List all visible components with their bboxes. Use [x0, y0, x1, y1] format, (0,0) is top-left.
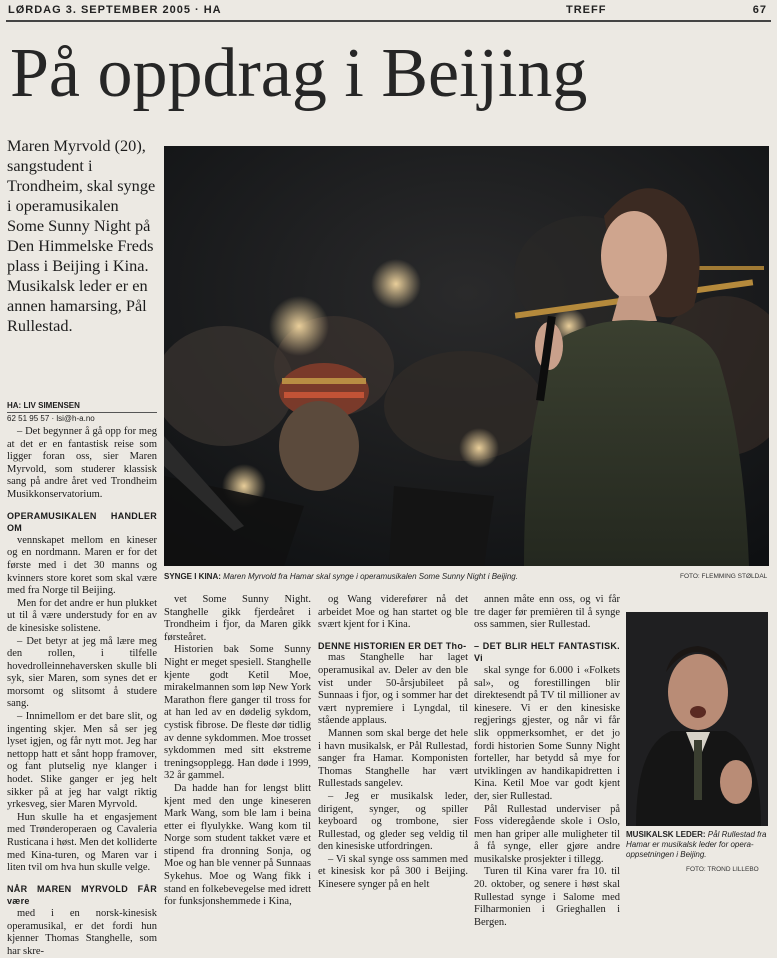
col3-paragraph: Mannen som skal berge det hele i havn musikalsk, er Pål Rullestad, sanger fra Hamar. Komponisten Thomas Stanghelle har vært Rullestads sangelev. — [318, 727, 468, 790]
section-name: TREFF — [566, 4, 607, 16]
col1-paragraph: med i en norsk-kinesisk operamusikal, er det fordi hun kjenner Thomas Stanghelle, som har skre- — [7, 907, 157, 957]
conductor-photo-image — [626, 612, 768, 826]
conductor-caption-line2: Hamar er musikalsk leder for opera- — [626, 840, 754, 849]
col4-paragraph: annen måte enn oss, og vi får tre dager før premièren til å synge oss sammen, sier Rullestad. — [474, 594, 620, 631]
col1-spacer — [7, 502, 157, 510]
col1-paragraph: vennskapet mellom en kineser og en nordmann. Maren er for det første med i det 30 manns og kvinners store koret som skal være med fra Norge til Beijing. — [7, 534, 157, 597]
col1-paragraph: – Det begynner å gå opp for meg at det er en fantastisk reise som ligger foran oss, sier Maren Myrvold, som studerer klassisk sang på andre året ved Trondheim Musikkonservatorium. — [7, 426, 157, 500]
main-photo — [164, 146, 769, 566]
col1-paragraph: OPERAMUSIKALEN HANDLER OM — [7, 510, 157, 534]
col4-paragraph: skal synge for 6.000 i «Folkets sal», og forestillingen blir direktesendt på TV til millioner av kinesere. Vi er den kinesiske regjerings gjester, og når vi får slik oppmerksomhet, er det jo fordi historien Some Sunny Night forteller, har betydd så mye for utviklingen av handikapidretten i Kina. Ketil Moe var godt kjent der, sier Rullestad. — [474, 664, 620, 802]
body-column-4 — [474, 594, 620, 929]
byline-contact: 62 51 95 57 · lsi@h-a.no — [7, 414, 95, 423]
date-line: LØRDAG 3. SEPTEMBER 2005 · HA — [8, 4, 222, 16]
byline-name: HA: LIV SIMENSEN — [7, 400, 157, 413]
col4-paragraph: Turen til Kina varer fra 10. til 20. oktober, og senere i høst skal Rullestad synge i Salome med Filharmonien i Grieghallen i Bergen. — [474, 866, 620, 928]
conductor-caption-line3: oppsetningen i Beijing. — [626, 850, 707, 859]
main-photo-caption-lead: SYNGE I KINA: — [164, 572, 221, 581]
col4-spacer — [474, 632, 620, 640]
col1-paragraph: – Innimellom er det bare slit, og ingenting skjer. Men så ser jeg lyset igjen, og får nytt mot. Jeg har nettopp hatt et sånt hopp framover, og fant plutselig nye klanger i hodet. Slike ganger er jeg helt sikker på at jeg har valgt riktig yrkesveg, sier Maren Myrvold. — [7, 711, 157, 811]
col1-paragraph: Men for det andre er hun plukket ut til å være understudy for en av de kinesiske solistene. — [7, 597, 157, 634]
body-column-2 — [164, 594, 311, 909]
col2-paragraph: vet Some Sunny Night. Stanghelle gikk fjerdeåret i Trondheim i fjor, da Maren gikk førsteåret. — [164, 594, 311, 643]
col3-paragraph: og Wang viderefører nå det arbeidet Moe og han startet og ble svært kjent for i Kina. — [318, 594, 468, 631]
conductor-photo-credit: FOTO: TROND LILLEBO — [686, 866, 759, 873]
conductor-photo-caption — [626, 830, 767, 860]
col4-paragraph: – DET BLIR HELT FANTASTISK. Vi — [474, 640, 620, 664]
body-column-1 — [7, 426, 157, 958]
page-header — [6, 2, 771, 18]
col1-paragraph: NÅR MAREN MYRVOLD FÅR være — [7, 883, 157, 907]
byline — [7, 400, 157, 424]
col2-paragraph: Da hadde han for lengst blitt kjent med den unge kineseren Mark Wang, som ble lam i beina etter ei flyulykke. Wang kom til Norge som student takket være et stipend fra dronning Sonja, og Moe og han ble venner på Sunnaas Sykehus. Moe og Wang fikk i stand en folkebevegelse med idrett for funksjonshemmede i Kina, — [164, 782, 311, 908]
body-column-3 — [318, 594, 468, 892]
article-headline: På oppdrag i Beijing — [10, 35, 588, 112]
col1-paragraph: Hun skulle ha et engasjement med Trønderoperaen og Cavaleria Rusticana i høst. Men det kolliderte med Kina-turen, og Maren var i liten tvil om hva hun skulle velge. — [7, 811, 157, 874]
main-photo-caption-text: Maren Myrvold fra Hamar skal synge i operamusikalen Some Sunny Night i Beijing. — [223, 572, 518, 581]
col2-paragraph: Historien bak Some Sunny Night er meget spesiell. Stanghelle kjente godt Ketil Moe, mirakelmannen som løp New York Marathon flere ganger til tross for at han led av en dødelig sykdom, cystisk fibrose. De fleste dør tidlig av denne sykdommen. Moe trosset sykdommen med sitt ekstreme treningsopplegg. Han døde i 1999, 32 år gammel. — [164, 644, 311, 782]
header-rule — [6, 20, 771, 22]
col3-spacer — [318, 632, 468, 640]
page-number: 67 — [752, 4, 767, 16]
main-photo-credit: FOTO: FLEMMING STØLDAL — [680, 573, 768, 580]
col1-spacer — [7, 875, 157, 883]
col3-paragraph: – Jeg er musikalsk leder, dirigent, synger, og spiller keyboard og trombone, sier Rullestad, og gleder seg veldig til den kinesiske utfordringen. — [318, 790, 468, 853]
col3-paragraph: mas Stanghelle har laget operamusikal av. Deler av den ble vist under 50-årsjubileet på Sunnaas i fjor, og i sommer har det vært nypremiere i Lyngdal, til stående applaus. — [318, 652, 468, 727]
main-photo-caption — [164, 572, 518, 581]
conductor-caption-line1: Pål Rullestad fra — [707, 830, 767, 839]
col3-paragraph: – Vi skal synge oss sammen med et kinesisk kor på 300 i Beijing. Kinesere synger på en helt — [318, 853, 468, 891]
col1-paragraph: – Det betyr at jeg må lære meg den rollen, i tilfelle hovedrolleinnehaversken skulle bli syk, sier Maren, som synes det er morsomt og slitsomt å studere sang. — [7, 635, 157, 710]
singer-photo-image — [164, 146, 769, 566]
article-ingress: Maren Myrvold (20), sangstudent i Trondheim, skal synge i operamusikalen Some Sunny Night på Den Himmelske Freds plass i Beijing i Kina. Musikalsk leder er en annen hamarsing, Pål Rullestad. — [7, 136, 156, 335]
conductor-caption-lead: MUSIKALSK LEDER: — [626, 830, 706, 839]
col4-paragraph: Pål Rullestad underviser på Foss videregående skole i Oslo, men han griper alle muligheter til å få synge, eller gjøre andre musikalske prosjekter i tillegg. — [474, 803, 620, 865]
col3-paragraph: DENNE HISTORIEN ER DET Tho- — [318, 640, 467, 651]
conductor-photo — [626, 612, 768, 826]
